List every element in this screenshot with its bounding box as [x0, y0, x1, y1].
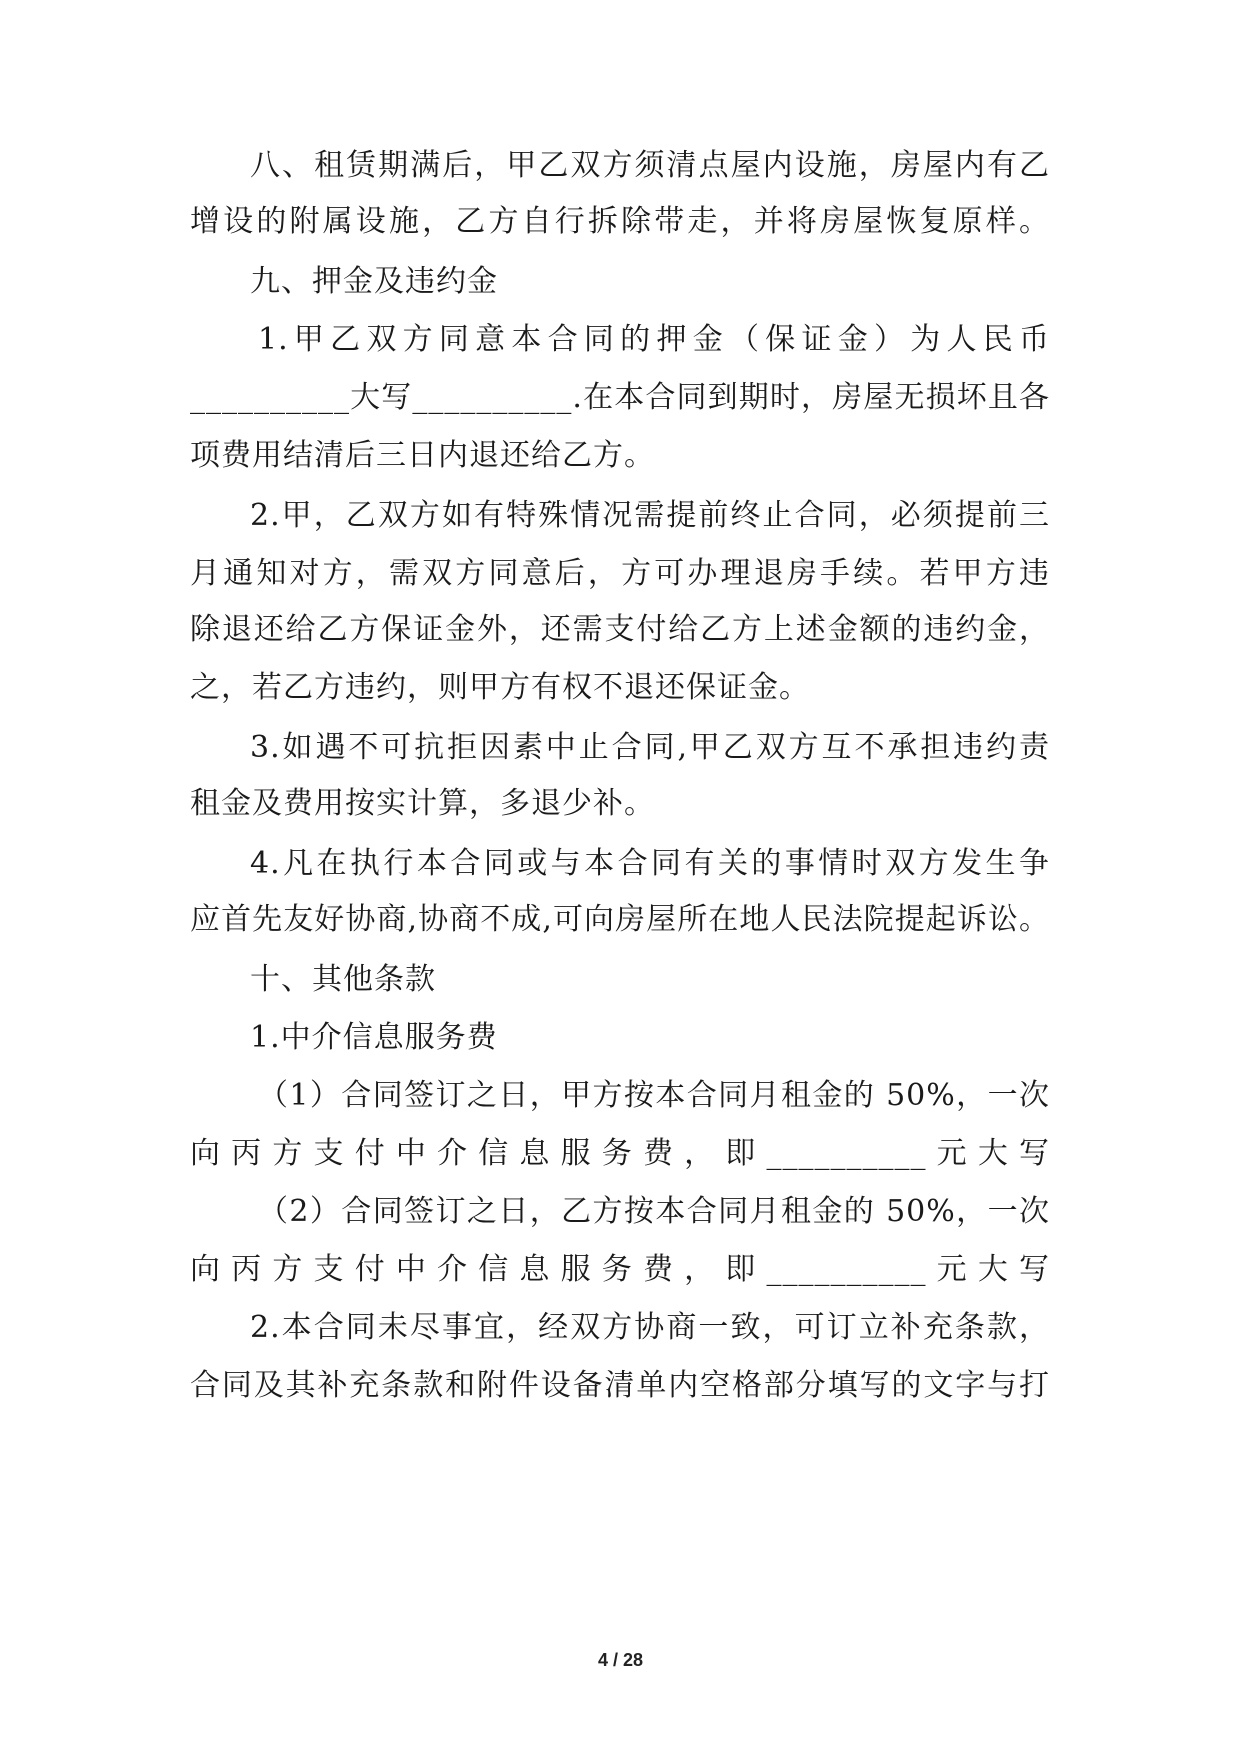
- paragraph-line: 月通知对方，需双方同意后，方可办理退房手续。若甲方违: [190, 556, 1050, 591]
- paragraph-line: （2）合同签订之日，乙方按本合同月租金的 50%，一次: [258, 1194, 1050, 1229]
- paragraph-line: 合同及其补充条款和附件设备清单内空格部分填写的文字与打: [190, 1368, 1050, 1403]
- paragraph-line: 1.甲乙双方同意本合同的押金（保证金）为人民币: [258, 322, 1050, 357]
- section-heading: 九、押金及违约金: [250, 264, 498, 299]
- paragraph-line: 向丙方支付中介信息服务费，即__________元大写: [190, 1136, 1050, 1171]
- paragraph-line: 4.凡在执行本合同或与本合同有关的事情时双方发生争: [250, 846, 1050, 881]
- paragraph-line: 3.如遇不可抗拒因素中止合同,甲乙双方互不承担违约责: [250, 730, 1050, 765]
- subsection-heading: 1.中介信息服务费: [250, 1020, 498, 1055]
- paragraph-line: 除退还给乙方保证金外，还需支付给乙方上述金额的违约金，: [190, 612, 1050, 647]
- paragraph-line: 租金及费用按实计算，多退少补。: [190, 786, 655, 821]
- section-heading: 十、其他条款: [250, 962, 436, 997]
- paragraph-line: 2.甲，乙双方如有特殊情况需提前终止合同，必须提前三: [250, 498, 1050, 533]
- paragraph-line: __________大写__________.在本合同到期时，房屋无损坏且各: [190, 380, 1050, 415]
- paragraph-line: （1）合同签订之日，甲方按本合同月租金的 50%，一次: [258, 1078, 1050, 1113]
- paragraph-line: 应首先友好协商,协商不成,可向房屋所在地人民法院提起诉讼。: [190, 902, 1050, 937]
- paragraph-line: 八、租赁期满后，甲乙双方须清点屋内设施，房屋内有乙: [250, 148, 1050, 183]
- paragraph-line: 之，若乙方违约，则甲方有权不退还保证金。: [190, 670, 810, 705]
- paragraph-line: 向丙方支付中介信息服务费，即__________元大写: [190, 1252, 1050, 1287]
- paragraph-line: 增设的附属设施，乙方自行拆除带走，并将房屋恢复原样。: [190, 204, 1050, 239]
- page-number: 4 / 28: [597, 1650, 644, 1670]
- paragraph-line: 项费用结清后三日内退还给乙方。: [190, 438, 655, 473]
- paragraph-line: 2.本合同未尽事宜，经双方协商一致，可订立补充条款，: [250, 1310, 1050, 1345]
